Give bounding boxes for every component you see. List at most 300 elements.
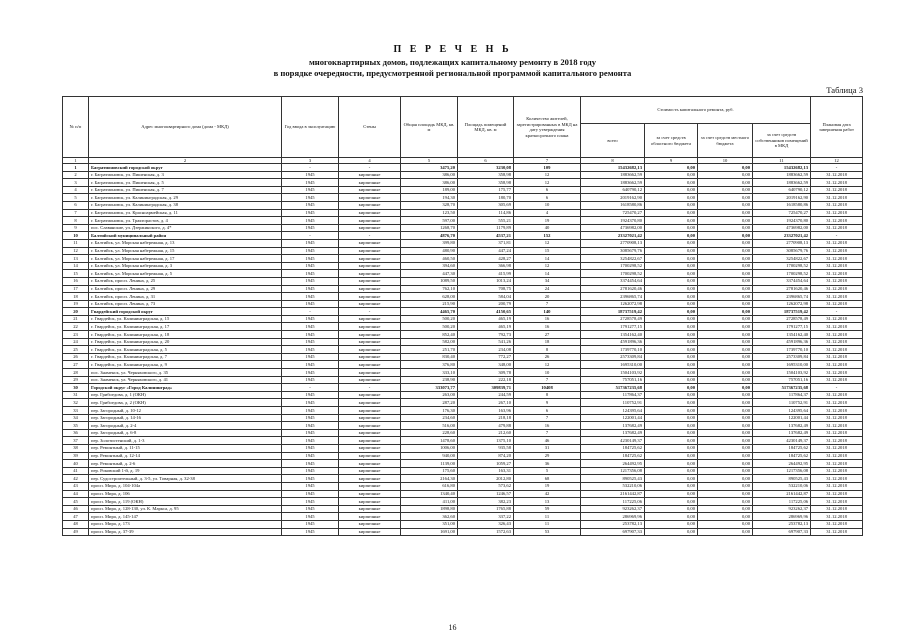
row-year-cell: 1945 <box>282 414 339 422</box>
row-num-cell: 21 <box>63 315 89 323</box>
table-row <box>63 437 863 445</box>
row-cost-local-cell: 0,00 <box>698 376 753 384</box>
row-area-living-cell: 1375,10 <box>458 437 514 445</box>
row-area-total-cell: 123,50 <box>401 209 458 217</box>
col-header-cost-owners: за счет средств собственников помещений в МКД <box>753 124 811 158</box>
row-cost-regional-cell: 0,00 <box>645 232 698 240</box>
row-deadline-cell: - <box>811 232 863 240</box>
row-deadline-cell: 31.12.2018 <box>811 513 863 521</box>
row-cost-owners-cell: 1262072,98 <box>753 300 811 308</box>
row-area-living-cell: 234,08 <box>458 346 514 354</box>
row-cost-regional-cell: 0,00 <box>645 239 698 247</box>
row-cost-local-cell: 0,00 <box>698 209 753 217</box>
row-address-cell: пер. Ремонтный, д. 2-6 <box>89 460 282 468</box>
row-cost-total-cell: 1883662,59 <box>581 179 645 187</box>
document-title: П Е Р Е Ч Е Н Ь <box>393 44 512 55</box>
row-year-cell: - <box>282 232 339 240</box>
row-cost-regional-cell: 0,00 <box>645 338 698 346</box>
row-address-cell: пос. Знаменск, ул. Черняховского, д. 41 <box>89 376 282 384</box>
row-area-total-cell: 176,30 <box>401 407 458 415</box>
table-row <box>63 255 863 263</box>
row-deadline-cell: 31.12.2018 <box>811 490 863 498</box>
col-header-year: Год ввода в эксплуатацию <box>282 97 339 158</box>
row-area-total-cell: 386,00 <box>401 171 458 179</box>
row-area-living-cell: 358,98 <box>458 179 514 187</box>
row-cost-local-cell: 0,00 <box>698 323 753 331</box>
row-area-living-cell: 371,81 <box>458 239 514 247</box>
row-walls-cell: кирпичные <box>339 239 401 247</box>
row-cost-local-cell: 0,00 <box>698 285 753 293</box>
row-cost-total-cell: 697907,33 <box>581 528 645 536</box>
row-cost-local-cell: 0,00 <box>698 513 753 521</box>
row-area-total-cell: 762,10 <box>401 285 458 293</box>
row-cost-total-cell: 1504103,92 <box>581 369 645 377</box>
row-area-living-cell: 3230,08 <box>458 164 514 172</box>
row-cost-owners-cell: 1883662,59 <box>753 179 811 187</box>
table-row <box>63 293 863 301</box>
col-number-cell: 8 <box>581 158 645 164</box>
row-area-total-cell: 516,00 <box>401 422 458 430</box>
table-group-row <box>63 164 863 172</box>
col-header-address: Адрес многоквартирного дома (дома - МКД) <box>89 97 282 158</box>
row-cost-owners-cell: 4591896,36 <box>753 338 811 346</box>
row-area-living-cell: 212,60 <box>458 429 514 437</box>
row-num-cell: 17 <box>63 285 89 293</box>
row-cost-owners-cell: 2728578,49 <box>753 315 811 323</box>
col-number-cell: 11 <box>753 158 811 164</box>
row-cost-total-cell: 4736982,00 <box>581 224 645 232</box>
table-row <box>63 407 863 415</box>
row-cost-regional-cell: 0,00 <box>645 429 698 437</box>
row-year-cell: 1945 <box>282 224 339 232</box>
row-walls-cell: кирпичные <box>339 201 401 209</box>
row-address-cell: г. Багратионовск, ул. Пишенская, д. 5 <box>89 179 282 187</box>
row-cost-owners-cell: 117864,37 <box>753 391 811 399</box>
row-residents-cell: 12 <box>514 262 581 270</box>
row-num-cell: 20 <box>63 308 89 316</box>
table-row <box>63 346 863 354</box>
row-deadline-cell: 31.12.2018 <box>811 414 863 422</box>
row-walls-cell: - <box>339 164 401 172</box>
row-address-cell: г. Балтийск, ул. Морская набережная, д. 3 <box>89 262 282 270</box>
row-cost-local-cell: 0,00 <box>698 490 753 498</box>
row-cost-regional-cell: 0,00 <box>645 384 698 392</box>
row-cost-owners-cell: 697907,33 <box>753 528 811 536</box>
row-deadline-cell: 31.12.2018 <box>811 300 863 308</box>
row-walls-cell: кирпичные <box>339 285 401 293</box>
row-cost-regional-cell: 0,00 <box>645 528 698 536</box>
row-address-cell: г. Багратионовск, ул. Калининградская, д. 38 <box>89 201 282 209</box>
row-walls-cell: кирпичные <box>339 353 401 361</box>
row-num-cell: 25 <box>63 346 89 354</box>
row-address-cell: пер. Грибоедова, д. 1 (ОКН) <box>89 391 282 399</box>
row-address-cell: г. Багратионовск, ул. Тракторастов, д. 4 <box>89 217 282 225</box>
row-year-cell: 1945 <box>282 520 339 528</box>
row-walls-cell: кирпичные <box>339 444 401 452</box>
row-walls-cell: кирпичные <box>339 407 401 415</box>
row-deadline-cell: 31.12.2018 <box>811 482 863 490</box>
row-cost-total-cell: 286969,96 <box>581 513 645 521</box>
row-area-living-cell: 541,26 <box>458 338 514 346</box>
row-cost-regional-cell: 0,00 <box>645 179 698 187</box>
row-cost-total-cell: 137682,49 <box>581 429 645 437</box>
row-area-living-cell: 935,58 <box>458 444 514 452</box>
row-address-cell: пер. Загородный, д. 2-4 <box>89 422 282 430</box>
row-cost-owners-cell: 2161442,87 <box>753 490 811 498</box>
row-walls-cell: кирпичные <box>339 293 401 301</box>
row-deadline-cell: 31.12.2018 <box>811 422 863 430</box>
row-cost-owners-cell: 286969,96 <box>753 513 811 521</box>
row-num-cell: 12 <box>63 247 89 255</box>
row-cost-owners-cell: 757051,16 <box>753 376 811 384</box>
row-address-cell: г. Гвардейск, ул. Калининградская, д. 5 <box>89 346 282 354</box>
col-header-area-total: Общая площадь МКД, кв. м <box>401 97 458 158</box>
table-row <box>63 528 863 536</box>
row-cost-local-cell: 0,00 <box>698 369 753 377</box>
row-address-cell: пер. Золотистенский, д. 1-3 <box>89 437 282 445</box>
row-residents-cell: 34 <box>514 277 581 285</box>
row-address-cell: г. Балтийск, просп. Ленина, д. 73 <box>89 300 282 308</box>
row-walls-cell: кирпичные <box>339 361 401 369</box>
row-cost-total-cell: 18737519,42 <box>581 308 645 316</box>
row-cost-owners-cell: 122001,44 <box>753 414 811 422</box>
row-address-cell: пер. Загородный, д. 10-12 <box>89 407 282 415</box>
row-address-cell: г. Балтийск, ул. Морская набережная, д. 17 <box>89 255 282 263</box>
row-year-cell: 1945 <box>282 209 339 217</box>
row-walls-cell: кирпичные <box>339 262 401 270</box>
row-area-total-cell: 1478,60 <box>401 437 458 445</box>
row-num-cell: 31 <box>63 391 89 399</box>
row-cost-local-cell: 0,00 <box>698 391 753 399</box>
row-cost-regional-cell: 0,00 <box>645 255 698 263</box>
row-residents-cell: 40 <box>514 224 581 232</box>
row-area-living-cell: 175,77 <box>458 186 514 194</box>
row-area-living-cell: 244,59 <box>458 391 514 399</box>
row-cost-regional-cell: 0,00 <box>645 270 698 278</box>
row-num-cell: 28 <box>63 369 89 377</box>
table-row <box>63 186 863 194</box>
row-year-cell: - <box>282 308 339 316</box>
row-area-living-cell: 1572,63 <box>458 528 514 536</box>
row-year-cell: 1945 <box>282 331 339 339</box>
row-year-cell: 1945 <box>282 467 339 475</box>
row-cost-owners-cell: 2396865,74 <box>753 293 811 301</box>
row-cost-total-cell: 3085679,76 <box>581 247 645 255</box>
table-row <box>63 376 863 384</box>
row-cost-owners-cell: 184725,62 <box>753 444 811 452</box>
row-area-total-cell: 411,00 <box>401 498 458 506</box>
col-header-num: № п/п <box>63 97 89 158</box>
row-cost-owners-cell: 1924370,80 <box>753 217 811 225</box>
row-area-total-cell: 175,60 <box>401 467 458 475</box>
row-year-cell: 1945 <box>282 346 339 354</box>
table-row <box>63 323 863 331</box>
row-address-cell: г. Гвардейск, ул. Калининградская, д. 20 <box>89 338 282 346</box>
row-cost-owners-cell: 3374454,64 <box>753 277 811 285</box>
row-num-cell: 41 <box>63 467 89 475</box>
row-address-cell: г. Гвардейск, ул. Калининградская, д. 17 <box>89 323 282 331</box>
row-cost-regional-cell: 0,00 <box>645 391 698 399</box>
row-address-cell: г. Багратионовск, ул. Красноармейская, д. 11 <box>89 209 282 217</box>
row-cost-local-cell: 0,00 <box>698 467 753 475</box>
row-area-total-cell: 328,70 <box>401 201 458 209</box>
row-year-cell: 1945 <box>282 323 339 331</box>
row-cost-local-cell: 0,00 <box>698 262 753 270</box>
row-year-cell: 1945 <box>282 338 339 346</box>
row-cost-total-cell: 117864,37 <box>581 391 645 399</box>
row-cost-local-cell: 0,00 <box>698 186 753 194</box>
row-cost-owners-cell: 1504103,92 <box>753 369 811 377</box>
table-row <box>63 467 863 475</box>
row-area-total-cell: 215,90 <box>401 300 458 308</box>
row-cost-local-cell: 0,00 <box>698 217 753 225</box>
row-deadline-cell: 31.12.2018 <box>811 399 863 407</box>
document-subtitle-line-1: многоквартирных домов, подлежащих капитальному ремонту в 2018 году <box>308 57 597 67</box>
row-cost-total-cell: 15432682,13 <box>581 164 645 172</box>
row-residents-cell: 19 <box>514 217 581 225</box>
row-cost-regional-cell: 0,00 <box>645 300 698 308</box>
row-num-cell: 34 <box>63 414 89 422</box>
row-area-living-cell: 415,99 <box>458 270 514 278</box>
row-residents-cell: 14 <box>514 270 581 278</box>
row-residents-cell: 9 <box>514 399 581 407</box>
table-row <box>63 414 863 422</box>
row-deadline-cell: 31.12.2018 <box>811 452 863 460</box>
row-area-living-cell: 163,31 <box>458 467 514 475</box>
row-area-living-cell: 1765,88 <box>458 505 514 513</box>
row-cost-total-cell: 137682,49 <box>581 422 645 430</box>
row-cost-total-cell: 1791277,15 <box>581 323 645 331</box>
row-year-cell: - <box>282 164 339 172</box>
row-cost-owners-cell: 2770908,13 <box>753 239 811 247</box>
row-area-total-cell: 3475,20 <box>401 164 458 172</box>
row-deadline-cell: 31.12.2018 <box>811 255 863 263</box>
row-area-total-cell: 351,00 <box>401 520 458 528</box>
row-cost-local-cell: 0,00 <box>698 270 753 278</box>
row-address-cell: пер. Судостроительный, д. 3-5, ул. Товарная, д. 32-38 <box>89 475 282 483</box>
row-cost-local-cell: 0,00 <box>698 437 753 445</box>
row-cost-owners-cell: 184725,62 <box>753 452 811 460</box>
row-deadline-cell: 31.12.2018 <box>811 391 863 399</box>
row-area-total-cell: 616,80 <box>401 482 458 490</box>
row-cost-local-cell: 0,00 <box>698 520 753 528</box>
row-walls-cell: кирпичные <box>339 255 401 263</box>
row-area-living-cell: 358,98 <box>458 171 514 179</box>
row-cost-regional-cell: 0,00 <box>645 422 698 430</box>
row-area-total-cell: 4465,70 <box>401 308 458 316</box>
row-deadline-cell: 31.12.2018 <box>811 361 863 369</box>
row-walls-cell: кирпичные <box>339 452 401 460</box>
row-area-living-cell: 337,22 <box>458 513 514 521</box>
row-area-total-cell: 1006,00 <box>401 444 458 452</box>
row-deadline-cell: 31.12.2018 <box>811 331 863 339</box>
row-cost-total-cell: 890525,43 <box>581 475 645 483</box>
row-address-cell: просп. Мира, д. 173 <box>89 520 282 528</box>
row-residents-cell: 12 <box>514 171 581 179</box>
row-cost-owners-cell: 124395,64 <box>753 407 811 415</box>
row-residents-cell: 4 <box>514 209 581 217</box>
row-year-cell: 1945 <box>282 247 339 255</box>
col-header-residents: Количество жителей, зарегистрированных в МКД на дату утверждения краткосрочного плана <box>514 97 581 158</box>
row-walls-cell: кирпичные <box>339 460 401 468</box>
row-deadline-cell: 31.12.2018 <box>811 247 863 255</box>
table-row <box>63 369 863 377</box>
row-area-living-cell: 1059,27 <box>458 460 514 468</box>
row-cost-local-cell: 0,00 <box>698 346 753 354</box>
row-area-living-cell: 326,43 <box>458 520 514 528</box>
row-num-cell: 45 <box>63 498 89 506</box>
row-cost-total-cell: 923262,37 <box>581 505 645 513</box>
row-cost-local-cell: 0,00 <box>698 331 753 339</box>
row-cost-local-cell: 0,00 <box>698 201 753 209</box>
row-residents-cell: 27 <box>514 331 581 339</box>
row-address-cell: просп. Мира, д. 128-130, ул. К. Маркса, д. 95 <box>89 505 282 513</box>
row-area-total-cell: 234,60 <box>401 414 458 422</box>
row-num-cell: 42 <box>63 475 89 483</box>
row-cost-total-cell: 2161442,87 <box>581 490 645 498</box>
row-address-cell: Гвардейский городской округ <box>89 308 282 316</box>
row-year-cell: 1945 <box>282 437 339 445</box>
row-address-cell: г. Балтийск, ул. Морская набережная, д. 13 <box>89 239 282 247</box>
table-row <box>63 422 863 430</box>
row-area-total-cell: 394,60 <box>401 262 458 270</box>
row-deadline-cell: 31.12.2018 <box>811 437 863 445</box>
row-residents-cell: 10408 <box>514 384 581 392</box>
row-cost-total-cell: 2770908,13 <box>581 239 645 247</box>
row-residents-cell: 10 <box>514 201 581 209</box>
row-cost-regional-cell: 0,00 <box>645 171 698 179</box>
row-cost-owners-cell: 2781620,46 <box>753 285 811 293</box>
row-cost-owners-cell: 1217356,08 <box>753 467 811 475</box>
row-cost-local-cell: 0,00 <box>698 414 753 422</box>
row-num-cell: 22 <box>63 323 89 331</box>
row-area-total-cell: 628,00 <box>401 293 458 301</box>
row-cost-regional-cell: 0,00 <box>645 369 698 377</box>
row-walls-cell: кирпичные <box>339 391 401 399</box>
row-cost-regional-cell: 0,00 <box>645 186 698 194</box>
table-row <box>63 277 863 285</box>
row-year-cell: 1945 <box>282 399 339 407</box>
row-cost-regional-cell: 0,00 <box>645 437 698 445</box>
row-cost-regional-cell: 0,00 <box>645 482 698 490</box>
row-area-total-cell: 251,70 <box>401 346 458 354</box>
row-address-cell: пер. Грибоедова, д. 2 (ОКН) <box>89 399 282 407</box>
row-cost-regional-cell: 0,00 <box>645 164 698 172</box>
row-area-living-cell: 555,21 <box>458 217 514 225</box>
row-walls-cell: - <box>339 384 401 392</box>
row-cost-total-cell: 117225,06 <box>581 498 645 506</box>
row-deadline-cell: 31.12.2018 <box>811 460 863 468</box>
row-area-living-cell: 163,96 <box>458 407 514 415</box>
row-address-cell: просп. Мира, д. 145-147 <box>89 513 282 521</box>
row-residents-cell: 18 <box>514 338 581 346</box>
table-row <box>63 399 863 407</box>
row-area-total-cell: 582,00 <box>401 338 458 346</box>
row-cost-regional-cell: 0,00 <box>645 201 698 209</box>
row-cost-regional-cell: 0,00 <box>645 361 698 369</box>
row-area-total-cell: 1340,40 <box>401 490 458 498</box>
row-address-cell: пос. Славянские, ул. Дзержинского, д. 4* <box>89 224 282 232</box>
row-walls-cell: кирпичные <box>339 376 401 384</box>
row-cost-local-cell: 0,00 <box>698 239 753 247</box>
row-cost-regional-cell: 0,00 <box>645 475 698 483</box>
document-subtitle-line-2: в порядке очередности, предусмотренной региональной программой капитального ремонта <box>273 68 632 78</box>
row-year-cell: 1945 <box>282 361 339 369</box>
table-row <box>63 262 863 270</box>
row-address-cell: г. Багратионовск, ул. Пишенская, д. 7 <box>89 186 282 194</box>
row-num-cell: 36 <box>63 429 89 437</box>
row-cost-local-cell: 0,00 <box>698 444 753 452</box>
row-area-living-cell: 305,69 <box>458 201 514 209</box>
row-address-cell: г. Балтийск, ул. Морская набережная, д. 15 <box>89 247 282 255</box>
row-year-cell: 1945 <box>282 482 339 490</box>
row-residents-cell: 109 <box>514 164 581 172</box>
row-cost-regional-cell: 0,00 <box>645 331 698 339</box>
row-area-living-cell: 792,73 <box>458 331 514 339</box>
row-residents-cell: 15 <box>514 247 581 255</box>
row-year-cell: 1945 <box>282 277 339 285</box>
row-year-cell: 1945 <box>282 391 339 399</box>
row-residents-cell: 59 <box>514 505 581 513</box>
row-cost-regional-cell: 0,00 <box>645 194 698 202</box>
row-walls-cell: кирпичные <box>339 331 401 339</box>
table-row <box>63 444 863 452</box>
row-area-living-cell: 309839,71 <box>458 384 514 392</box>
row-residents-cell: 7 <box>514 429 581 437</box>
row-cost-owners-cell: 532210,06 <box>753 482 811 490</box>
row-cost-owners-cell: 18737519,42 <box>753 308 811 316</box>
row-residents-cell: 140 <box>514 308 581 316</box>
row-year-cell: 1945 <box>282 262 339 270</box>
row-area-total-cell: 362,60 <box>401 513 458 521</box>
row-cost-regional-cell: 0,00 <box>645 277 698 285</box>
row-residents-cell: 13 <box>514 498 581 506</box>
table-row <box>63 201 863 209</box>
row-cost-regional-cell: 0,00 <box>645 353 698 361</box>
row-deadline-cell: 31.12.2018 <box>811 209 863 217</box>
table-row <box>63 285 863 293</box>
row-year-cell: 1945 <box>282 285 339 293</box>
row-num-cell: 14 <box>63 262 89 270</box>
row-cost-owners-cell: 15432682,13 <box>753 164 811 172</box>
row-num-cell: 33 <box>63 407 89 415</box>
row-deadline-cell: - <box>811 384 863 392</box>
row-walls-cell: кирпичные <box>339 414 401 422</box>
row-deadline-cell: 31.12.2018 <box>811 262 863 270</box>
row-residents-cell: 42 <box>514 490 581 498</box>
row-area-total-cell: 333,10 <box>401 369 458 377</box>
row-num-cell: 29 <box>63 376 89 384</box>
row-walls-cell: - <box>339 232 401 240</box>
row-cost-total-cell: 23327021,42 <box>581 232 645 240</box>
row-walls-cell: кирпичные <box>339 475 401 483</box>
row-cost-owners-cell: 253782,13 <box>753 520 811 528</box>
row-area-total-cell: 1691,00 <box>401 528 458 536</box>
row-cost-owners-cell: 3085679,76 <box>753 247 811 255</box>
row-area-living-cell: 218,18 <box>458 414 514 422</box>
row-address-cell: г. Балтийск, ул. Морская набережная, д. 5 <box>89 270 282 278</box>
row-cost-local-cell: 0,00 <box>698 498 753 506</box>
row-cost-local-cell: 0,00 <box>698 277 753 285</box>
row-cost-total-cell: 3374454,64 <box>581 277 645 285</box>
col-number-cell: 7 <box>514 158 581 164</box>
row-cost-regional-cell: 0,00 <box>645 247 698 255</box>
row-area-total-cell: 376,80 <box>401 361 458 369</box>
table-row <box>63 338 863 346</box>
row-residents-cell: 5 <box>514 467 581 475</box>
row-walls-cell: кирпичные <box>339 528 401 536</box>
row-cost-local-cell: 0,00 <box>698 232 753 240</box>
